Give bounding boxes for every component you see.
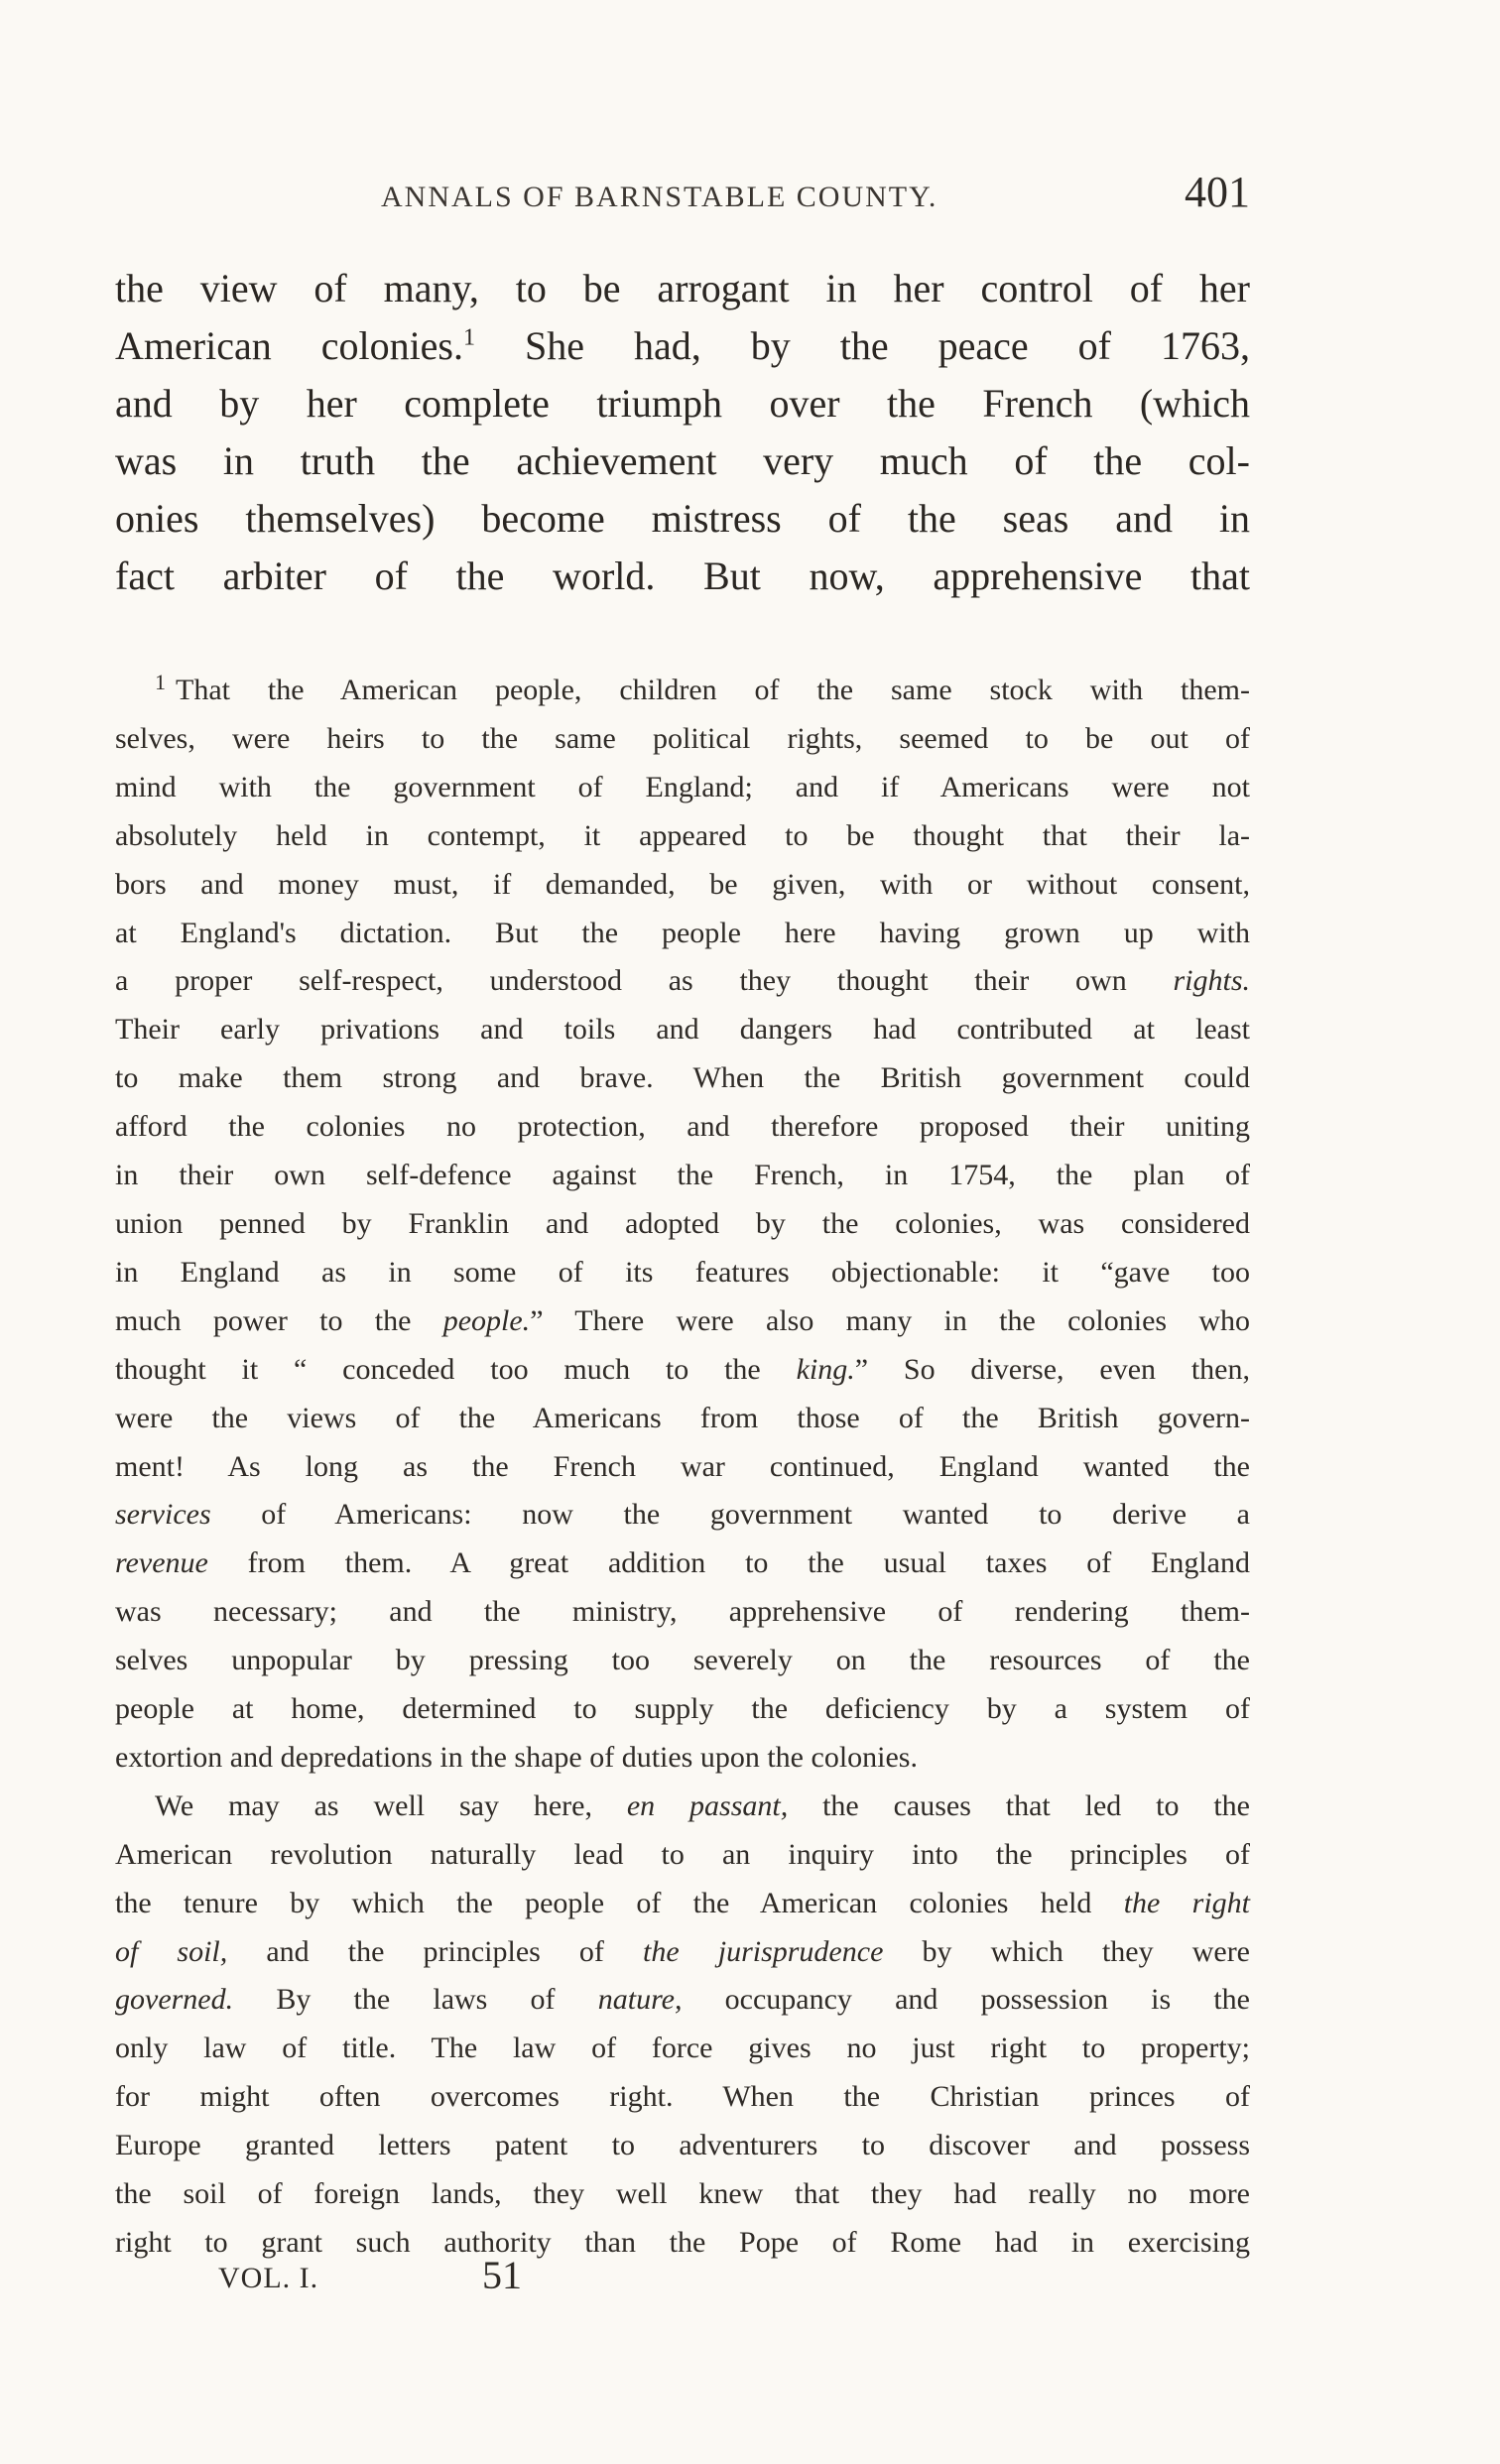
footnote-line: governed. By the laws of nature, occupancy and possession is the xyxy=(115,1983,1251,2017)
footnote-line: a proper self-respect, understood as they thought their own rights. xyxy=(115,964,1250,998)
footnote-line: right to grant such authority than the Pope of Rome had in exercising xyxy=(115,2226,1250,2259)
footnote-line: to make them strong and brave. When the British government could xyxy=(115,1061,1250,1095)
footnote-reference: 1 xyxy=(463,324,475,351)
footnote xyxy=(115,659,1250,2268)
body-line: the view of many, to be arrogant in her control of her xyxy=(115,266,1250,310)
footnote-line: American revolution naturally lead to an inquiry into the principles of xyxy=(115,1837,1250,1871)
footnote-line: afford the colonies no protection, and therefore proposed their uniting xyxy=(115,1110,1250,1144)
footnote-line: at England's dictation. But the people here having grown up with xyxy=(115,916,1250,949)
footnote-line: $^1$ That the American people, children of the same stock with them- xyxy=(155,670,1250,706)
running-head: ANNALS OF BARNSTABLE COUNTY. xyxy=(381,181,938,213)
page-number: 401 xyxy=(1185,168,1250,216)
footnote-line: bors and money must, if demanded, be given, with or without consent, xyxy=(115,867,1250,901)
body-line: American colonies.$^1$ She had, by the peace of 1763, xyxy=(115,323,1250,368)
footnote-line: in England as in some of its features objectionable: it “gave too xyxy=(115,1255,1250,1289)
body-line: was in truth the achievement very much of the col- xyxy=(115,438,1250,483)
footnote-line: for might often overcomes right. When the Christian princes of xyxy=(115,2080,1250,2114)
footnote-line: selves unpopular by pressing too severely on the resources of the xyxy=(115,1644,1250,1677)
footnote-marker: 1 xyxy=(155,670,166,694)
footnote-line: absolutely held in contempt, it appeared to be thought that their la- xyxy=(115,818,1250,852)
footnote-line: ment! As long as the French war continued, England wanted the xyxy=(115,1449,1250,1483)
footnote-line: the tenure by which the people of the American colonies held the right xyxy=(115,1886,1250,1919)
body-line: fact arbiter of the world. But now, apprehensive that xyxy=(115,554,1250,598)
footnote-line: people at home, determined to supply the deficiency by a system of xyxy=(115,1692,1250,1726)
footnote-line: much power to the people.” There were also many in the colonies who xyxy=(115,1303,1251,1337)
body-line: and by her complete triumph over the French (which xyxy=(115,381,1250,426)
footnote-line: We may as well say here, en passant, the causes that led to the xyxy=(155,1788,1250,1822)
sheet-number: 51 xyxy=(482,2253,522,2297)
page-footer xyxy=(115,2252,1250,2311)
footnote-line: was necessary; and the ministry, apprehensive of rendering them- xyxy=(115,1595,1250,1629)
page-header xyxy=(115,167,1250,230)
footnote-line: mind with the government of England; and if Americans were not xyxy=(115,770,1250,803)
footnote-line: Their early privations and toils and dangers had contributed at least xyxy=(115,1013,1250,1047)
footnote-line: extortion and depredations in the shape of duties upon the colonies. xyxy=(115,1740,918,1774)
footnote-line: only law of title. The law of force gives no just right to property; xyxy=(115,2032,1250,2065)
body-line: onies themselves) become mistress of the seas and in xyxy=(115,496,1250,541)
footnote-line: of soil, and the principles of the jurisprudence by which they were xyxy=(115,1934,1251,1968)
footnote-line: revenue from them. A great addition to the usual taxes of England xyxy=(115,1546,1250,1580)
footnote-line: were the views of the Americans from those of the British govern- xyxy=(115,1401,1250,1434)
footnote-line: thought it “ conceded too much to the king.” So diverse, even then, xyxy=(115,1352,1250,1386)
footnote-line: selves, were heirs to the same political rights, seemed to be out of xyxy=(115,721,1250,755)
footnote-line: in their own self-defence against the French, in 1754, the plan of xyxy=(115,1159,1250,1192)
footnote-line: Europe granted letters patent to adventurers to discover and possess xyxy=(115,2129,1250,2162)
footnote-line: the soil of foreign lands, they well knew that they had really no more xyxy=(115,2177,1250,2211)
volume-signature: VOL. I. xyxy=(218,2262,319,2294)
body-paragraph xyxy=(115,260,1250,605)
footnote-line: union penned by Franklin and adopted by the colonies, was considered xyxy=(115,1206,1250,1240)
footnote-line: services of Americans: now the government wanted to derive a xyxy=(115,1498,1250,1532)
